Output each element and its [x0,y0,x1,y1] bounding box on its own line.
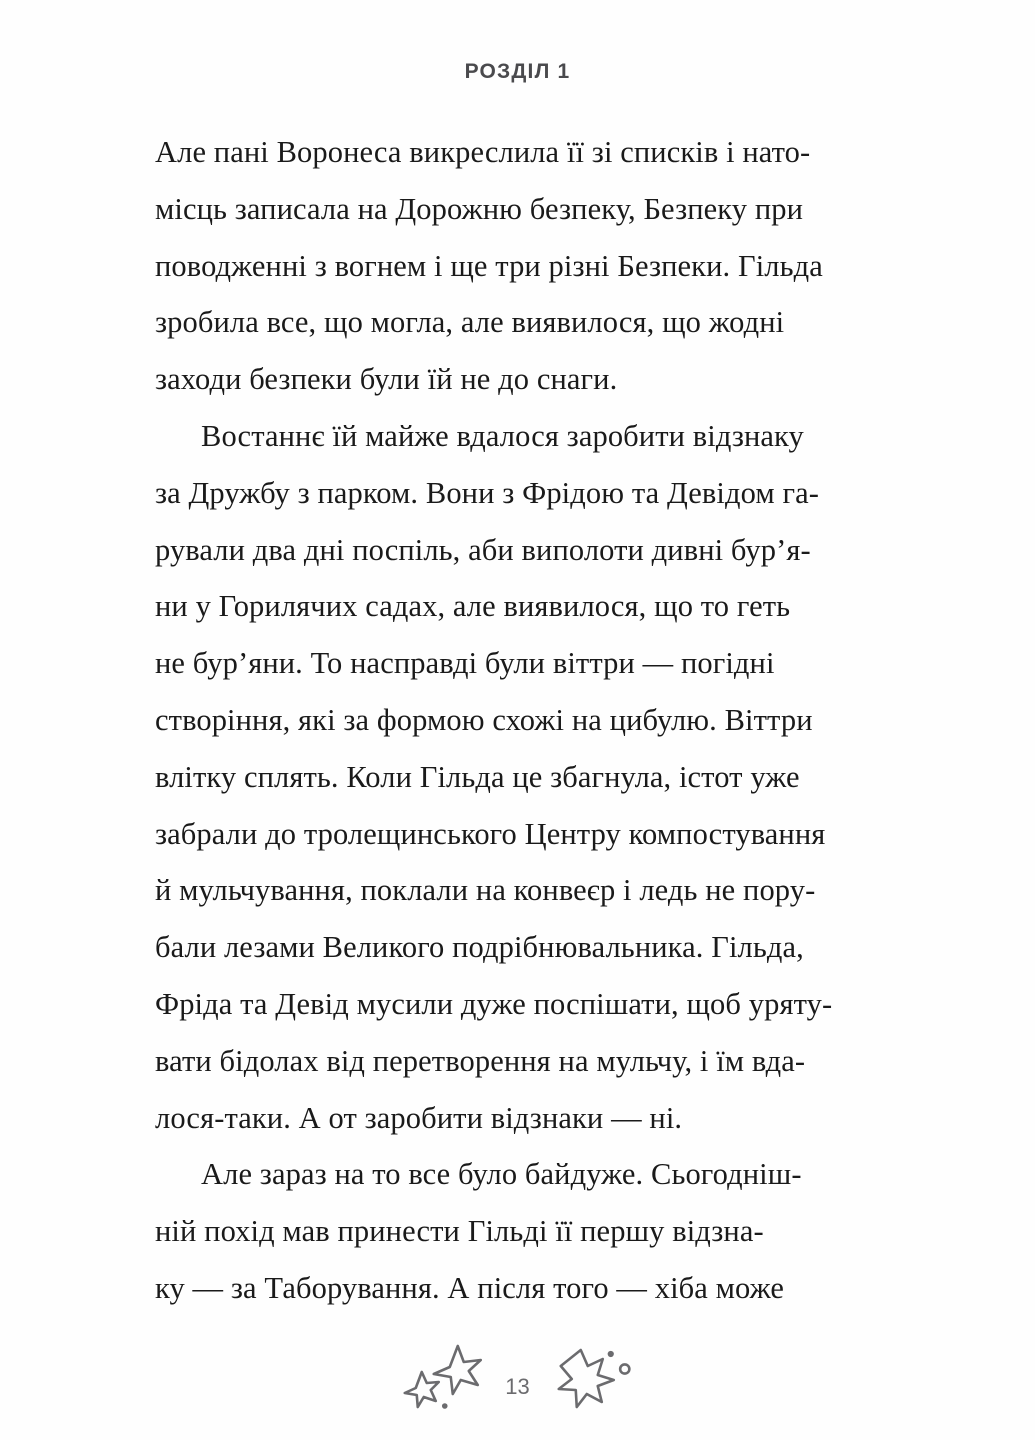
body-text-block [155,124,888,1317]
chapter-heading: РОЗДІЛ 1 [464,60,571,83]
paragraph-2 [155,408,888,1146]
text-line: місць записала на Дорожню безпеку, Безпеку при [155,191,804,226]
text-line: й мульчування, поклали на конвеєр і ледь не пору- [155,873,816,908]
text-line: влітку сплять. Коли Гільда це збагнула, істот уже [155,759,800,794]
text-line: за Дружбу з парком. Вони з Фрідою та Девідом га- [155,475,819,510]
text-line: вати бідолах від перетворення на мульчу, і їм вда- [155,1043,806,1078]
page-footer [0,1336,1035,1422]
text-line: ку — за Таборування. А після того — хіба може [155,1270,785,1305]
text-line: Але зараз на то все було байдуже. Сьогодніш- [201,1157,802,1192]
text-line: ни у Горилячих садах, але виявилося, що то геть [155,589,791,624]
text-line: поводженні з вогнем і ще три різні Безпеки. Гільда [155,248,823,283]
text-line: заходи безпеки були їй не до снаги. [155,362,618,397]
text-line: забрали до тролещинського Центру компостування [155,816,826,851]
text-line: Востаннє їй майже вдалося заробити відзнаку [201,418,804,453]
page-number: 13 [505,1374,530,1399]
text-line: не бур’яни. То насправді були віттри — погідні [155,646,775,681]
text-line: зробила все, що могла, але виявилося, що жодні [155,305,785,340]
text-line: Але пані Воронеса викреслила її зі списків і нато- [155,135,811,169]
text-line: лося-таки. А от заробити відзнаки — ні. [155,1100,683,1135]
sparkle-star-dots-right-icon [548,1342,640,1416]
text-line: рували два дні поспіль, аби виполоти дивні бур’я- [155,532,811,567]
text-line: створіння, які за формою схожі на цибулю. Віттри [155,702,813,737]
paragraph-1 [155,124,888,408]
sparkle-stars-left-icon [395,1342,487,1416]
text-line: ній похід мав принести Гільді її першу відзна- [155,1214,764,1249]
text-line: Фріда та Девід мусили дуже поспішати, щоб уряту- [155,986,833,1021]
text-line: бали лезами Великого подрібнювальника. Гільда, [155,930,804,965]
paragraph-3 [155,1146,888,1316]
